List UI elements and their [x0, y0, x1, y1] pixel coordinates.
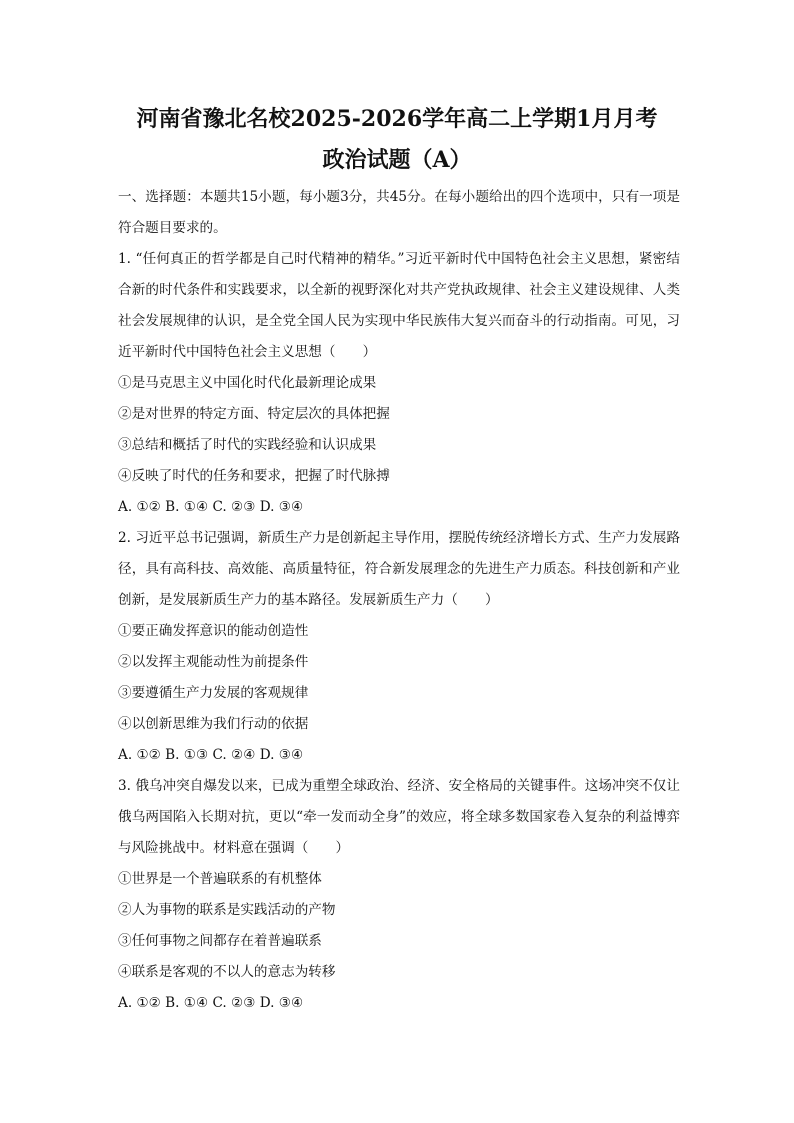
- question-1: [118, 244, 680, 523]
- exam-body: [118, 182, 680, 1019]
- option-2: ②是对世界的特定方面、特定层次的具体把握: [118, 406, 390, 422]
- question-2: [118, 523, 680, 771]
- answer-choices: A. ①② B. ①④ C. ②③ D. ③④: [118, 499, 304, 515]
- option-3: ③要遵循生产力发展的客观规律: [118, 685, 309, 701]
- option-3: ③任何事物之间都存在着普遍联系: [118, 933, 322, 949]
- exam-title: 河南省豫北名校2025-2026学年高二上学期1月月考: [136, 106, 658, 132]
- answer-choices: A. ①② B. ①③ C. ②④ D. ③④: [118, 747, 304, 763]
- exam-subtitle: 政治试题（A）: [322, 147, 472, 173]
- option-4: ④反映了时代的任务和要求，把握了时代脉搏: [118, 468, 390, 484]
- question-stem: 1. “任何真正的哲学都是自己时代精神的精华。”习近平新时代中国特色社会主义思想，紧密结合新的时代条件和实践要求，以全新的视野深化对共产党执政规律、社会主义建设规律、人类社会发展规律的认识，是全党全国人民为实现中华民族伟大复兴而奋斗的行动指南。可见，习近平新时代中国特色社会主义思想（ ）: [118, 251, 680, 360]
- question-stem: 3. 俄乌冲突自爆发以来，已成为重塑全球政治、经济、安全格局的关键事件。这场冲突不仅让俄乌两国陷入长期对抗，更以“牵一发而动全身”的效应，将全球多数国家卷入复杂的利益博弈与风险挑战中。材料意在强调（ ）: [118, 778, 680, 856]
- option-1: ①是马克思主义中国化时代化最新理论成果: [118, 375, 377, 391]
- option-4: ④联系是客观的不以人的意志为转移: [118, 964, 336, 980]
- option-1: ①要正确发挥意识的能动创造性: [118, 623, 309, 639]
- option-2: ②以发挥主观能动性为前提条件: [118, 654, 309, 670]
- option-4: ④以创新思维为我们行动的依据: [118, 716, 309, 732]
- answer-choices: A. ①② B. ①④ C. ②③ D. ③④: [118, 995, 304, 1011]
- option-2: ②人为事物的联系是实践活动的产物: [118, 902, 336, 918]
- option-3: ③总结和概括了时代的实践经验和认识成果: [118, 437, 377, 453]
- option-1: ①世界是一个普遍联系的有机整体: [118, 871, 322, 887]
- question-3: [118, 771, 680, 1019]
- section-heading: 一、选择题：本题共15小题，每小题3分，共45分。在每小题给出的四个选项中，只有一项是符合题目要求的。: [118, 189, 680, 236]
- question-stem: 2. 习近平总书记强调，新质生产力是创新起主导作用，摆脱传统经济增长方式、生产力发展路径，具有高科技、高效能、高质量特征，符合新发展理念的先进生产力质态。科技创新和产业创新，是发展新质生产力的基本路径。发展新质生产力（ ）: [118, 530, 680, 608]
